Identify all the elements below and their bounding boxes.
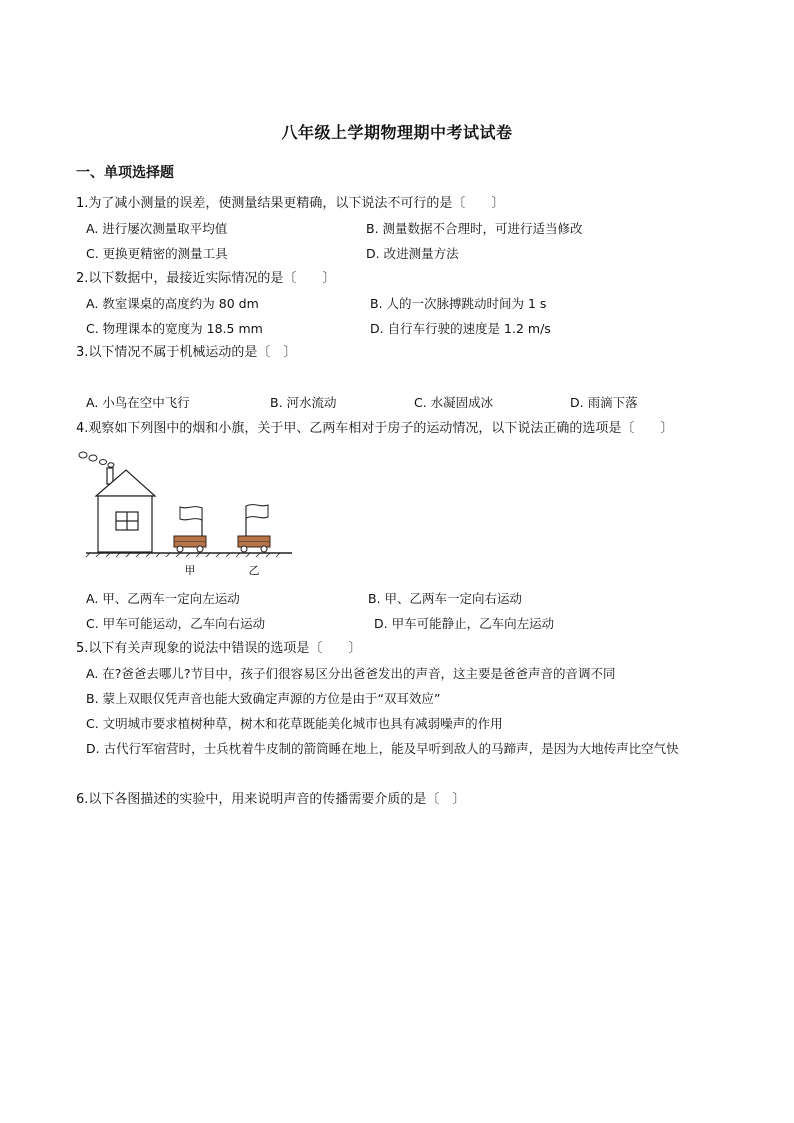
question-1-option-d[interactable]: D. 改进测量方法: [366, 246, 459, 261]
question-4-stem: 4.观察如下列图中的烟和小旗，关于甲、乙两车相对于房子的运动情况，以下说法正确的选项是〔 〕: [76, 421, 674, 436]
question-3-option-b[interactable]: B. 河水流动: [270, 395, 337, 410]
question-5-stem: 5.以下有关声现象的说法中错误的选项是〔 〕: [76, 641, 362, 656]
cart-yi-icon: [238, 505, 270, 552]
question-2-option-a[interactable]: A. 教室课桌的高度约为 80 dm: [86, 296, 259, 311]
question-1-option-b[interactable]: B. 测量数据不合理时，可进行适当修改: [366, 221, 583, 236]
question-4-option-c[interactable]: C. 甲车可能运动，乙车向右运动: [86, 616, 266, 631]
question-2-option-b[interactable]: B. 人的一次脉搏跳动时间为 1 s: [370, 296, 547, 311]
question-3-option-c[interactable]: C. 水凝固成冰: [414, 395, 494, 410]
house-icon: [96, 468, 155, 552]
cart-yi-label: 乙: [248, 564, 260, 577]
question-5-option-b[interactable]: B. 蒙上双眼仅凭声音也能大致确定声源的方位是由于“双耳效应”: [86, 691, 441, 706]
question-5-option-c[interactable]: C. 文明城市要求植树种草，树木和花草既能美化城市也具有减弱噪声的作用: [86, 716, 503, 731]
cart-jia-label: 甲: [184, 564, 196, 577]
question-4-figure: [76, 446, 296, 578]
question-3-stem: 3.以下情况不属于机械运动的是〔 〕: [76, 345, 297, 360]
question-5-option-a[interactable]: A. 在?爸爸去哪儿?节目中，孩子们很容易区分出爸爸发出的声音，这主要是爸爸声音的音调不同: [86, 666, 616, 681]
question-4-option-a[interactable]: A. 甲、乙两车一定向左运动: [86, 591, 240, 606]
page-title: 八年级上学期物理期中考试试卷: [281, 123, 513, 142]
cart-jia-icon: [174, 507, 206, 552]
question-3-option-a[interactable]: A. 小鸟在空中飞行: [86, 395, 190, 410]
question-5-option-d[interactable]: D. 古代行军宿营时，士兵枕着牛皮制的箭筒睡在地上，能及早听到敌人的马蹄声，是因为大地传声比空气快: [86, 741, 679, 756]
question-4-option-d[interactable]: D. 甲车可能静止，乙车向左运动: [374, 616, 555, 631]
question-1-option-c[interactable]: C. 更换更精密的测量工具: [86, 246, 228, 261]
question-2-stem: 2.以下数据中，最接近实际情况的是〔 〕: [76, 271, 336, 286]
question-2-option-d[interactable]: D. 自行车行驶的速度是 1.2 m/s: [370, 321, 551, 336]
smoke-icon: [79, 452, 114, 467]
question-3-option-d[interactable]: D. 雨滴下落: [570, 395, 638, 410]
question-4-option-b[interactable]: B. 甲、乙两车一定向右运动: [368, 591, 523, 606]
question-1-stem: 1.为了减小测量的误差，使测量结果更精确，以下说法不可行的是〔 〕: [76, 196, 505, 211]
question-6-stem: 6.以下各图描述的实验中，用来说明声音的传播需要介质的是〔 〕: [76, 792, 466, 807]
section-heading: 一、单项选择题: [76, 165, 174, 181]
question-2-option-c[interactable]: C. 物理课本的宽度为 18.5 mm: [86, 321, 263, 336]
question-1-option-a[interactable]: A. 进行屡次测量取平均值: [86, 221, 228, 236]
